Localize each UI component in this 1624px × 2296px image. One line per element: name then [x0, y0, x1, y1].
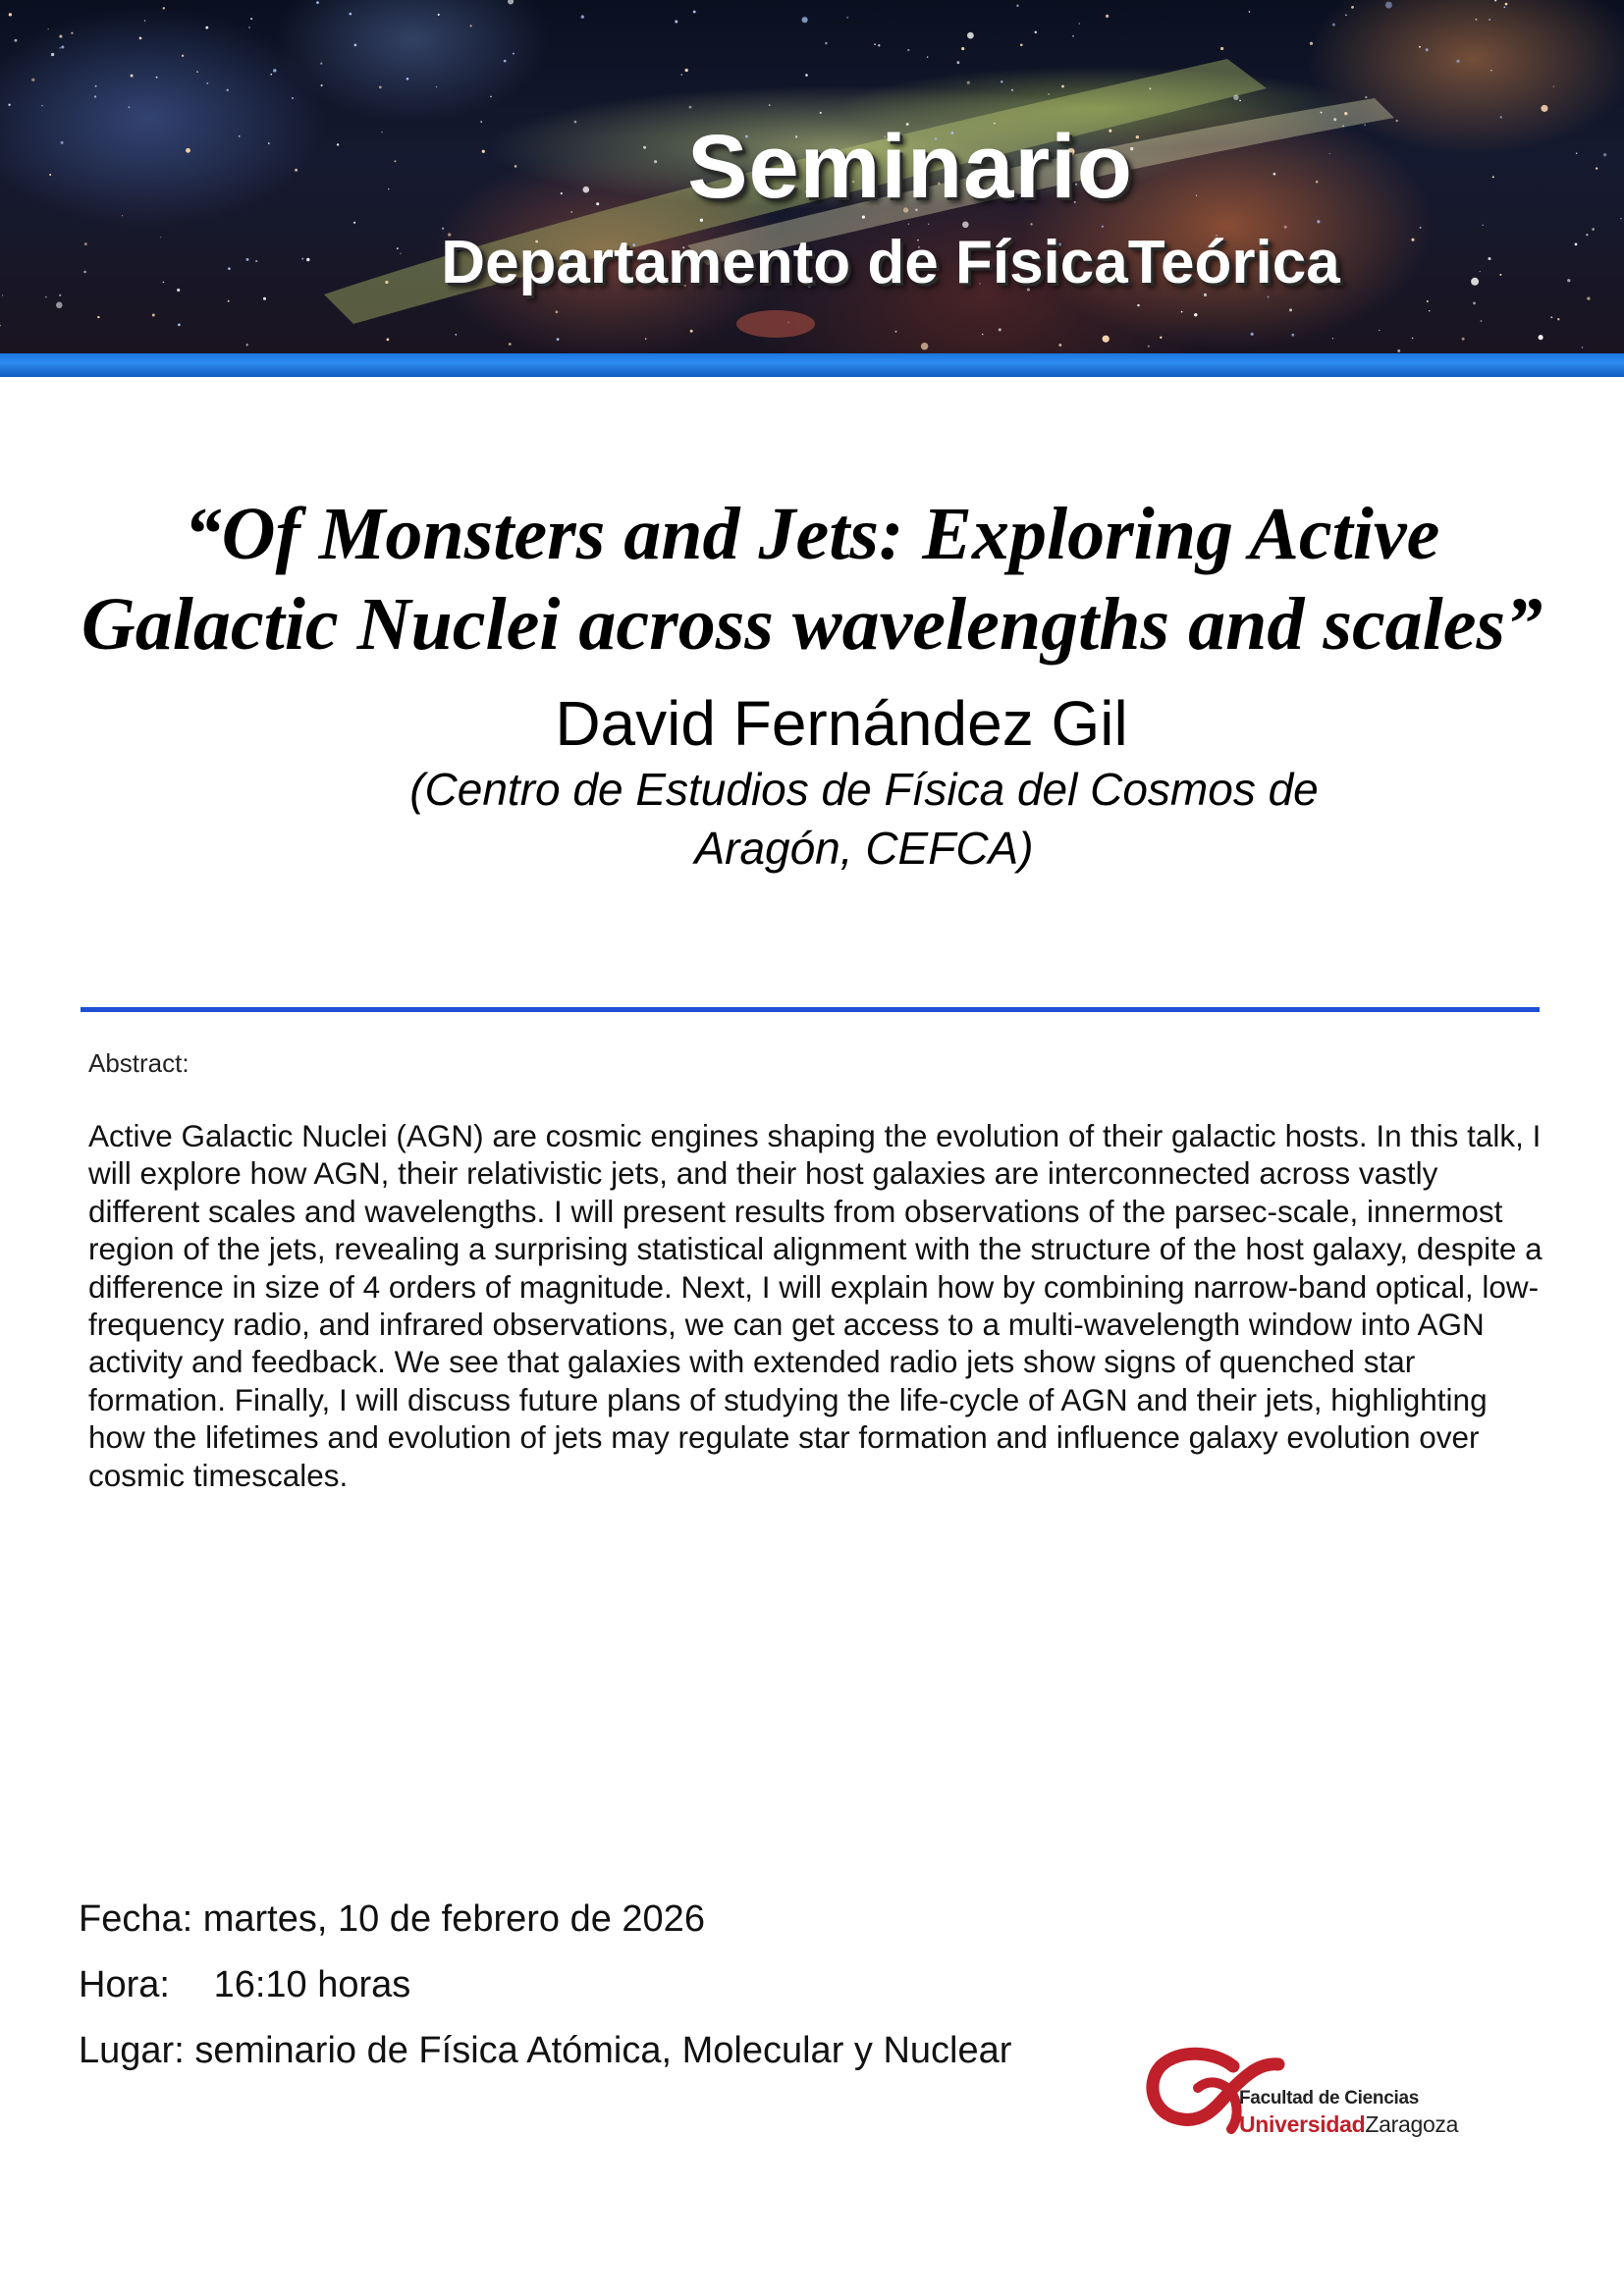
date-label: Fecha:: [79, 1898, 193, 1940]
date-row: [79, 1898, 705, 1941]
logo-city-word: Zaragoza: [1365, 2111, 1459, 2137]
abstract-body: Active Galactic Nuclei (AGN) are cosmic engines shaping the evolution of their galactic hosts. In this talk, I will explore how AGN, their relativistic jets, and their host galaxies are interconnected across vastly different scales and wavelengths. I will present results from observations of the parsec-scale, innermost region of the jets, revealing a surprising statistical alignment with the structure of the host galaxy, despite a difference in size of 4 orders of magnitude. Next, I will explain how by combining narrow-band optical, low-frequency radio, and infrared observations, we can get access to a multi-wavelength window into AGN activity and feedback. We see that galaxies with extended radio jets show signs of quenched star formation. Finally, I will discuss future plans of studying the life-cycle of AGN and their jets, highlighting how the lifetimes and evolution of jets may regulate star formation and influence galaxy evolution over cosmic timescales.: [88, 1118, 1543, 1493]
time-label: Hora:: [79, 1964, 170, 2005]
place-value: seminario de Física Atómica, Molecular y Nuclear: [194, 2030, 1012, 2071]
logo-university-word: Universidad: [1239, 2111, 1366, 2137]
speaker-affiliation: (Centro de Estudios de Física del Cosmos de Aragón, CEFCA): [409, 764, 1319, 874]
logo-text: [1239, 2088, 1458, 2138]
time-row: [79, 1964, 410, 2006]
date-value: martes, 10 de febrero de 2026: [202, 1898, 705, 1940]
abstract-label: Abstract:: [88, 1048, 189, 1078]
time-value: 16:10 horas: [213, 1964, 411, 2005]
banner-divider-bar: [0, 353, 1624, 377]
logo-university-line: [1239, 2111, 1458, 2138]
header-banner: [0, 0, 1624, 359]
place-label: Lugar:: [79, 2030, 185, 2071]
banner-subtitle: Departamento de FísicaTeórica: [441, 229, 1340, 296]
university-logo: [1139, 2037, 1473, 2145]
place-row: [79, 2030, 1011, 2072]
banner-title: Seminario: [687, 117, 1133, 217]
logo-faculty-text: Facultad de Ciencias: [1239, 2088, 1420, 2109]
talk-title: “Of Monsters and Jets: Exploring Active Galactic Nuclei across wavelengths and scales”: [81, 493, 1543, 666]
speaker-name: David Fernández Gil: [555, 688, 1128, 759]
section-divider: [81, 1007, 1540, 1012]
